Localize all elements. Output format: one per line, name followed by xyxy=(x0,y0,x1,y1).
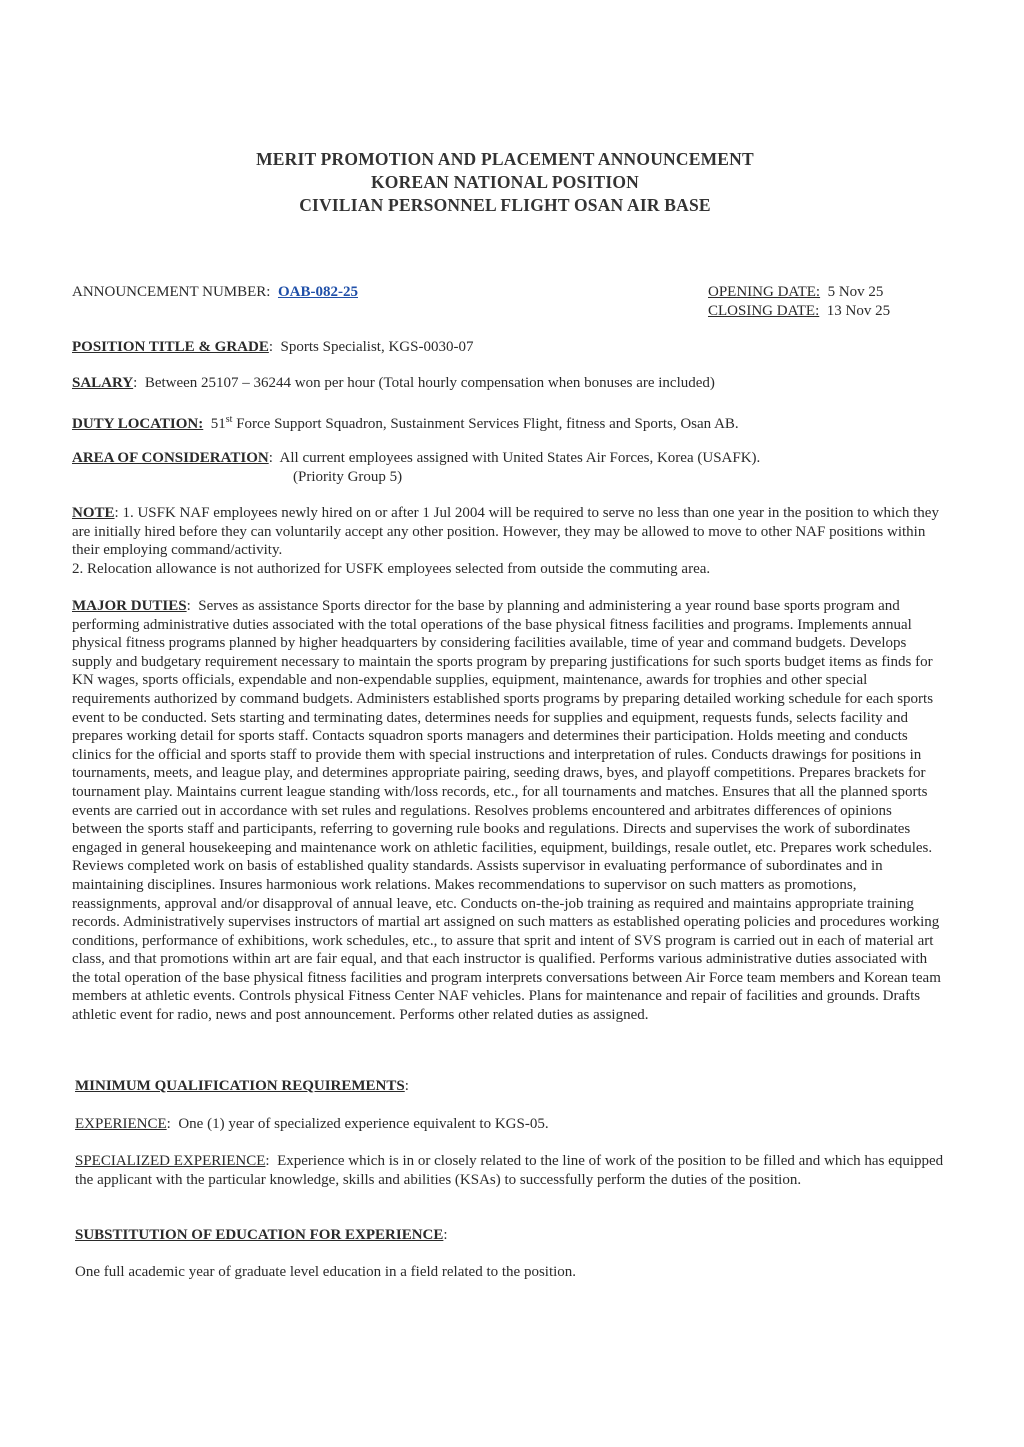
min-qual-heading: MINIMUM QUALIFICATION REQUIREMENTS: xyxy=(75,1078,409,1094)
opening-date-label: OPENING DATE: xyxy=(708,284,821,300)
position-title-row: POSITION TITLE & GRADE: Sports Specialist, KGS-0030-07 xyxy=(72,339,474,355)
substitution-heading: SUBSTITUTION OF EDUCATION FOR EXPERIENCE: xyxy=(75,1227,448,1243)
specialized-experience-value: Experience which is in or closely related to the line of work of the position to be filled and which has equipped the applicant with the particular knowledge, skills and abilities (KSAs) to successfully perform the duties of the position. xyxy=(75,1153,944,1188)
duty-location-row xyxy=(72,411,739,434)
announcement-header xyxy=(0,148,1010,217)
major-duties-paragraph: MAJOR DUTIES: Serves as assistance Sports director for the base by planning and administering a year round base sports program and performing administrative duties associated with the total operations of the base physical fitness facilities and programs. Implements annual physical fitness programs planned by higher headquarters by considering facilities available, time of year and command budgets. Develops supply and budgetary requirement necessary to maintain the sports program by preparing justifications for such sports budget items as finds for KN wages, sports officials, expendable and non-expendable supplies, equipment, maintenance, awards for trophies and other special requirements authorized by command budgets. Administers established sports programs by preparing detailed working schedule for each sports event to be conducted. Sets starting and terminating dates, determines needs for supplies and equipment, requests funds, selects facility and prepares working detail for sports staff. Contacts squadron sports managers and determines their participation. Holds meeting and conducts clinics for the official and sports staff to provide them with special instructions and interpretation of rules. Conducts drawings for positions in tournaments, meets, and league play, and determines appropriate pairing, seeding draws, byes, and playoff competitions. Prepares brackets for tournament play. Maintains current league standing with/loss records, etc., for all tournaments and matches. Ensures that all the planned sports events are carried out in accordance with set rules and regulations. Resolves problems encountered and arbitrates differences of opinions between the sports staff and participants, referring to governing rule books and regulations. Directs and supervises the work of subordinates engaged in general housekeeping and maintenance work on athletic facilities, equipment, buildings, resale outlet, etc. Prepares work schedules. Reviews completed work on basis of established quality standards. Assists supervisor in evaluating performance of subordinates and in maintaining disciplines. Insures harmonious work relations. Makes recommendations to supervisor on such matters as promotions, reassignments, approval and/or disapproval of annual leave, etc. Conducts on-the-job training as required and maintains appropriate training records. Administratively supervises instructors of martial art assigned on such matters as established operating policies and procedures working conditions, performance of exhibitions, work schedules, etc., to assure that sprit and intent of SVS program is carried out in each of material art class, and that promotions within art are fair equal, and that each instructor is qualified. Performs various administrative duties associated with the total operation of the base physical fitness facilities and program interprets conversations between Air Force team members and Korean team members at athletic events. Controls physical Fitness Center NAF vehicles. Plans for maintenance and repair of facilities and grounds. Drafts athletic event for radio, news and post announcement. Performs other related duties as assigned. xyxy=(72,598,941,1024)
specialized-experience-row: SPECIALIZED EXPERIENCE: Experience which is in or closely related to the line of work of the position to be filled and which has equipped the applicant with the particular knowledge, skills and abilities (KSAs) to successfully perform the duties of the position. xyxy=(75,1153,944,1188)
announcement-number-link[interactable]: OAB-082-25 xyxy=(277,284,358,300)
substitution-value: One full academic year of graduate level education in a field related to the position. xyxy=(75,1264,577,1280)
position-title-value: Sports Specialist, KGS-0030-07 xyxy=(280,339,474,355)
salary-value: Between 25107 – 36244 won per hour (Total hourly compensation when bonuses are included) xyxy=(144,375,715,391)
note-block xyxy=(72,504,952,578)
area-of-consideration-value: All current employees assigned with United States Air Forces, Korea (USAFK). xyxy=(279,450,761,466)
opening-date-row xyxy=(708,283,890,302)
opening-date-value: 5 Nov 25 xyxy=(827,284,884,300)
specialized-experience-label: SPECIALIZED EXPERIENCE xyxy=(75,1153,266,1169)
note-item-2: 2. Relocation allowance is not authorized for USFK employees selected from outside the commuting area. xyxy=(72,560,711,577)
area-of-consideration-label: AREA OF CONSIDERATION xyxy=(72,450,269,466)
salary-row: SALARY: Between 25107 – 36244 won per hour (Total hourly compensation when bonuses are included) xyxy=(72,375,715,391)
salary-label: SALARY xyxy=(72,375,134,391)
header-line-2: KOREAN NATIONAL POSITION xyxy=(371,172,639,192)
header-line-3: CIVILIAN PERSONNEL FLIGHT OSAN AIR BASE xyxy=(299,195,711,215)
duty-location-value: 51st Force Support Squadron, Sustainment Services Flight, fitness and Sports, Osan AB. xyxy=(210,414,739,432)
note-label: NOTE xyxy=(72,505,115,521)
experience-label: EXPERIENCE xyxy=(75,1116,167,1132)
area-of-consideration-row: AREA OF CONSIDERATION: All current employees assigned with United States Air Forces, Korea (USAFK). (Priority Group 5) xyxy=(72,449,952,486)
announcement-number-row xyxy=(72,283,358,302)
note-item-1: NOTE: 1. USFK NAF employees newly hired on or after 1 Jul 2004 will be required to serve no less than one year in the position to which they are initially hired before they can voluntarily accept any other position. However, they may be allowed to move to other NAF positions within their employing command/activity. xyxy=(72,505,939,559)
closing-date-row xyxy=(708,302,890,321)
major-duties-block xyxy=(72,597,945,1025)
experience-row: EXPERIENCE: One (1) year of specialized experience equivalent to KGS-05. xyxy=(75,1116,549,1132)
major-duties-label: MAJOR DUTIES xyxy=(72,598,187,614)
dates-block xyxy=(708,283,890,320)
priority-group: (Priority Group 5) xyxy=(293,468,403,485)
announcement-number-label: ANNOUNCEMENT NUMBER: xyxy=(72,284,271,300)
experience-value: One (1) year of specialized experience equivalent to KGS-05. xyxy=(178,1116,549,1132)
position-title-label: POSITION TITLE & GRADE xyxy=(72,339,269,355)
header-line-1: MERIT PROMOTION AND PLACEMENT ANNOUNCEMENT xyxy=(256,149,754,169)
closing-date-value: 13 Nov 25 xyxy=(826,302,891,319)
closing-date-label: CLOSING DATE: xyxy=(708,302,820,319)
duty-location-label: DUTY LOCATION: xyxy=(72,416,204,432)
